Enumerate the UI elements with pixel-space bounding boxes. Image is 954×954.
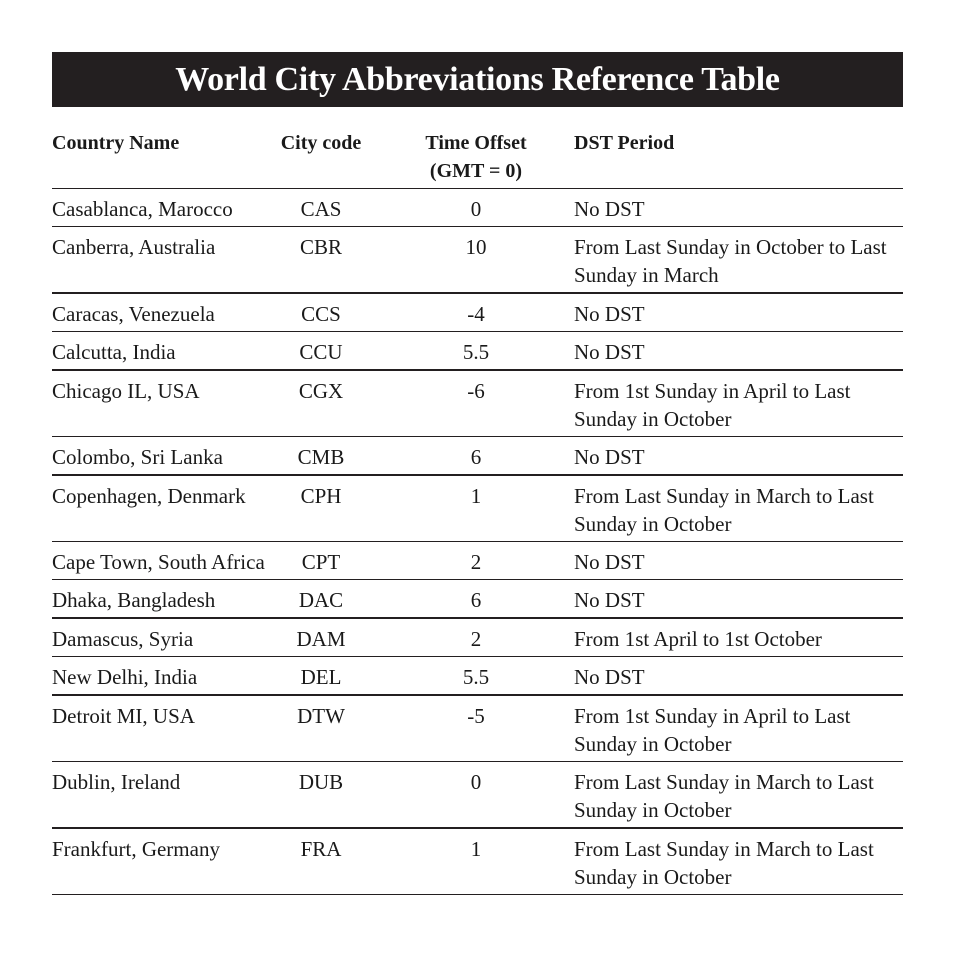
cell-city-code: DAC <box>298 588 344 612</box>
cell-country: Frankfurt, Germany <box>52 837 220 861</box>
cell-time-offset: 1 <box>470 837 482 861</box>
cell-dst-period: No DST <box>574 550 645 574</box>
cell-time-offset: 6 <box>470 445 482 469</box>
table-row <box>52 476 903 542</box>
table-row <box>52 619 903 657</box>
cell-city-code: CCS <box>301 302 341 326</box>
cell-time-offset: 10 <box>465 235 487 259</box>
table-row <box>52 294 903 332</box>
cell-city-code: CMB <box>297 445 345 469</box>
cell-city-code: CPT <box>301 550 341 574</box>
cell-country: Canberra, Australia <box>52 235 216 259</box>
cell-dst-period: From 1st April to 1st October <box>574 627 822 651</box>
cell-time-offset: 0 <box>470 770 482 794</box>
cell-dst-period: From 1st Sunday in April to Last Sunday in October <box>574 379 851 431</box>
cell-dst-period: No DST <box>574 197 645 221</box>
cell-dst-period: From Last Sunday in March to Last Sunday in October <box>574 484 874 536</box>
cell-country: Chicago IL, USA <box>52 379 200 403</box>
header-city-code: City code <box>280 132 362 154</box>
cell-city-code: CAS <box>300 197 342 221</box>
title-bar <box>52 52 903 107</box>
cell-time-offset: 2 <box>470 550 482 574</box>
table-row <box>52 696 903 762</box>
cell-dst-period: From Last Sunday in March to Last Sunday in October <box>574 837 874 889</box>
table-row <box>52 657 903 696</box>
cell-dst-period: No DST <box>574 340 645 364</box>
cell-country: Dhaka, Bangladesh <box>52 588 216 612</box>
cell-time-offset: 5.5 <box>462 665 490 689</box>
cell-city-code: DEL <box>300 665 342 689</box>
table-row <box>52 762 903 829</box>
table-row <box>52 189 903 227</box>
table-row <box>52 580 903 619</box>
header-country: Country Name <box>52 132 180 154</box>
cell-country: Colombo, Sri Lanka <box>52 445 223 469</box>
table-row <box>52 371 903 437</box>
table-body <box>52 189 903 895</box>
cell-country: Casablanca, Marocco <box>52 197 233 221</box>
table-row <box>52 437 903 476</box>
cell-time-offset: -4 <box>467 302 485 326</box>
cell-dst-period: From Last Sunday in March to Last Sunday in October <box>574 770 874 822</box>
cell-city-code: FRA <box>300 837 342 861</box>
cell-dst-period: From 1st Sunday in April to Last Sunday in October <box>574 704 851 756</box>
cell-time-offset: -6 <box>467 379 485 403</box>
cell-country: Dublin, Ireland <box>52 770 181 794</box>
table-row <box>52 542 903 580</box>
cell-dst-period: No DST <box>574 445 645 469</box>
cell-country: Copenhagen, Denmark <box>52 484 246 508</box>
cell-city-code: DAM <box>296 627 346 651</box>
cell-time-offset: -5 <box>467 704 485 728</box>
reference-table <box>52 128 903 895</box>
table-row <box>52 829 903 895</box>
header-time-offset <box>378 128 574 188</box>
cell-city-code: CGX <box>298 379 344 403</box>
cell-city-code: CBR <box>299 235 343 259</box>
cell-dst-period: No DST <box>574 588 645 612</box>
cell-country: Calcutta, India <box>52 340 176 364</box>
cell-city-code: DUB <box>298 770 344 794</box>
header-dst-period: DST Period <box>574 132 675 154</box>
cell-time-offset: 2 <box>470 627 482 651</box>
cell-dst-period: No DST <box>574 665 645 689</box>
cell-time-offset: 6 <box>470 588 482 612</box>
header-time-offset-line2: (GMT = 0) <box>429 160 523 182</box>
cell-dst-period: From Last Sunday in October to Last Sunday in March <box>574 235 887 287</box>
cell-country: Detroit MI, USA <box>52 704 195 728</box>
table-row <box>52 227 903 294</box>
cell-time-offset: 0 <box>470 197 482 221</box>
cell-country: New Delhi, India <box>52 665 198 689</box>
cell-time-offset: 5.5 <box>462 340 490 364</box>
cell-time-offset: 1 <box>470 484 482 508</box>
page-title: World City Abbreviations Reference Table <box>175 60 780 98</box>
table-row <box>52 332 903 371</box>
header-time-offset-line1: Time Offset <box>425 132 527 154</box>
table-header-row <box>52 128 903 189</box>
cell-city-code: DTW <box>297 704 345 728</box>
cell-country: Cape Town, South Africa <box>52 550 265 574</box>
cell-country: Damascus, Syria <box>52 627 194 651</box>
cell-city-code: CCU <box>299 340 343 364</box>
cell-country: Caracas, Venezuela <box>52 302 215 326</box>
cell-dst-period: No DST <box>574 302 645 326</box>
cell-city-code: CPH <box>300 484 342 508</box>
